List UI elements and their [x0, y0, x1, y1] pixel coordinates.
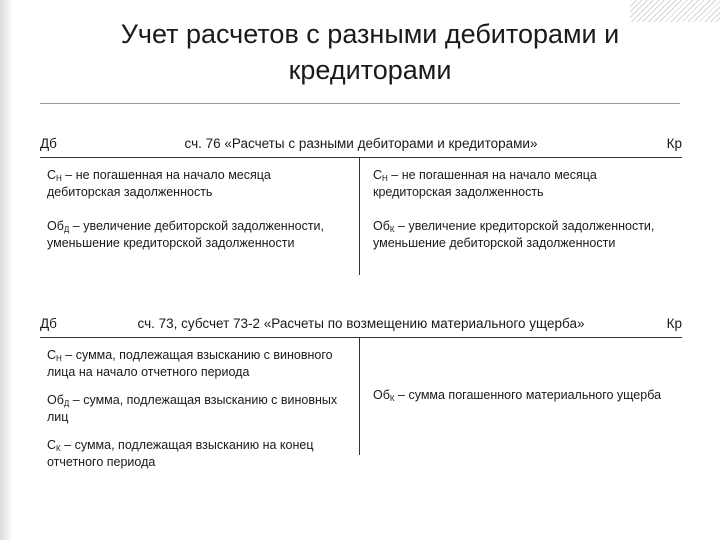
- account-73-divider: [359, 337, 360, 455]
- account-73-debit-closing: $С_К$ – сумма, подлежащая взысканию на конец отчетного периода: [47, 438, 314, 469]
- debit-label: Дб: [40, 136, 57, 151]
- credit-label: Кр: [666, 136, 682, 151]
- account-76-name: сч. 76 «Расчеты с разными дебиторами и кредиторами»: [184, 136, 538, 151]
- title-divider: [40, 103, 680, 104]
- account-73-name: сч. 73, субсчет 73-2 «Расчеты по возмещению материального ущерба»: [137, 316, 585, 331]
- credit-label: Кр: [666, 316, 682, 331]
- account-76-header: [40, 134, 682, 156]
- debit-label: Дб: [40, 316, 57, 331]
- account-76-debit-opening: $С_Н$ – не погашенная на начало месяца дебиторская задолженность: [47, 168, 271, 199]
- account-76-debit-turnover: $Об_Д$ – увеличение дебиторской задолженности, уменьшение кредиторской задолженности: [47, 219, 324, 250]
- slide-side-decoration: [0, 0, 13, 540]
- account-76-credit-opening: $С_Н$ – не погашенная на начало месяца кредиторская задолженность: [373, 168, 597, 199]
- account-76-top-line: [40, 157, 682, 158]
- account-73-debit-turnover: $Об_Д$ – сумма, подлежащая взысканию с виновных лиц: [47, 393, 338, 424]
- account-73-top-line: [40, 337, 682, 338]
- account-76-credit-turnover: $Об_К$ – увеличение кредиторской задолженности, уменьшение дебиторской задолженности: [373, 219, 655, 250]
- account-76-divider: [359, 157, 360, 275]
- account-73-credit-turnover: $Об_К$ – сумма погашенного материального ущерба: [373, 388, 662, 403]
- slide-title: Учет расчетов с разными дебиторами и кредиторами: [120, 19, 620, 85]
- account-73-debit-opening: $С_Н$ – сумма, подлежащая взысканию с виновного лица на начало отчетного периода: [47, 348, 333, 379]
- account-73-header: [40, 314, 682, 336]
